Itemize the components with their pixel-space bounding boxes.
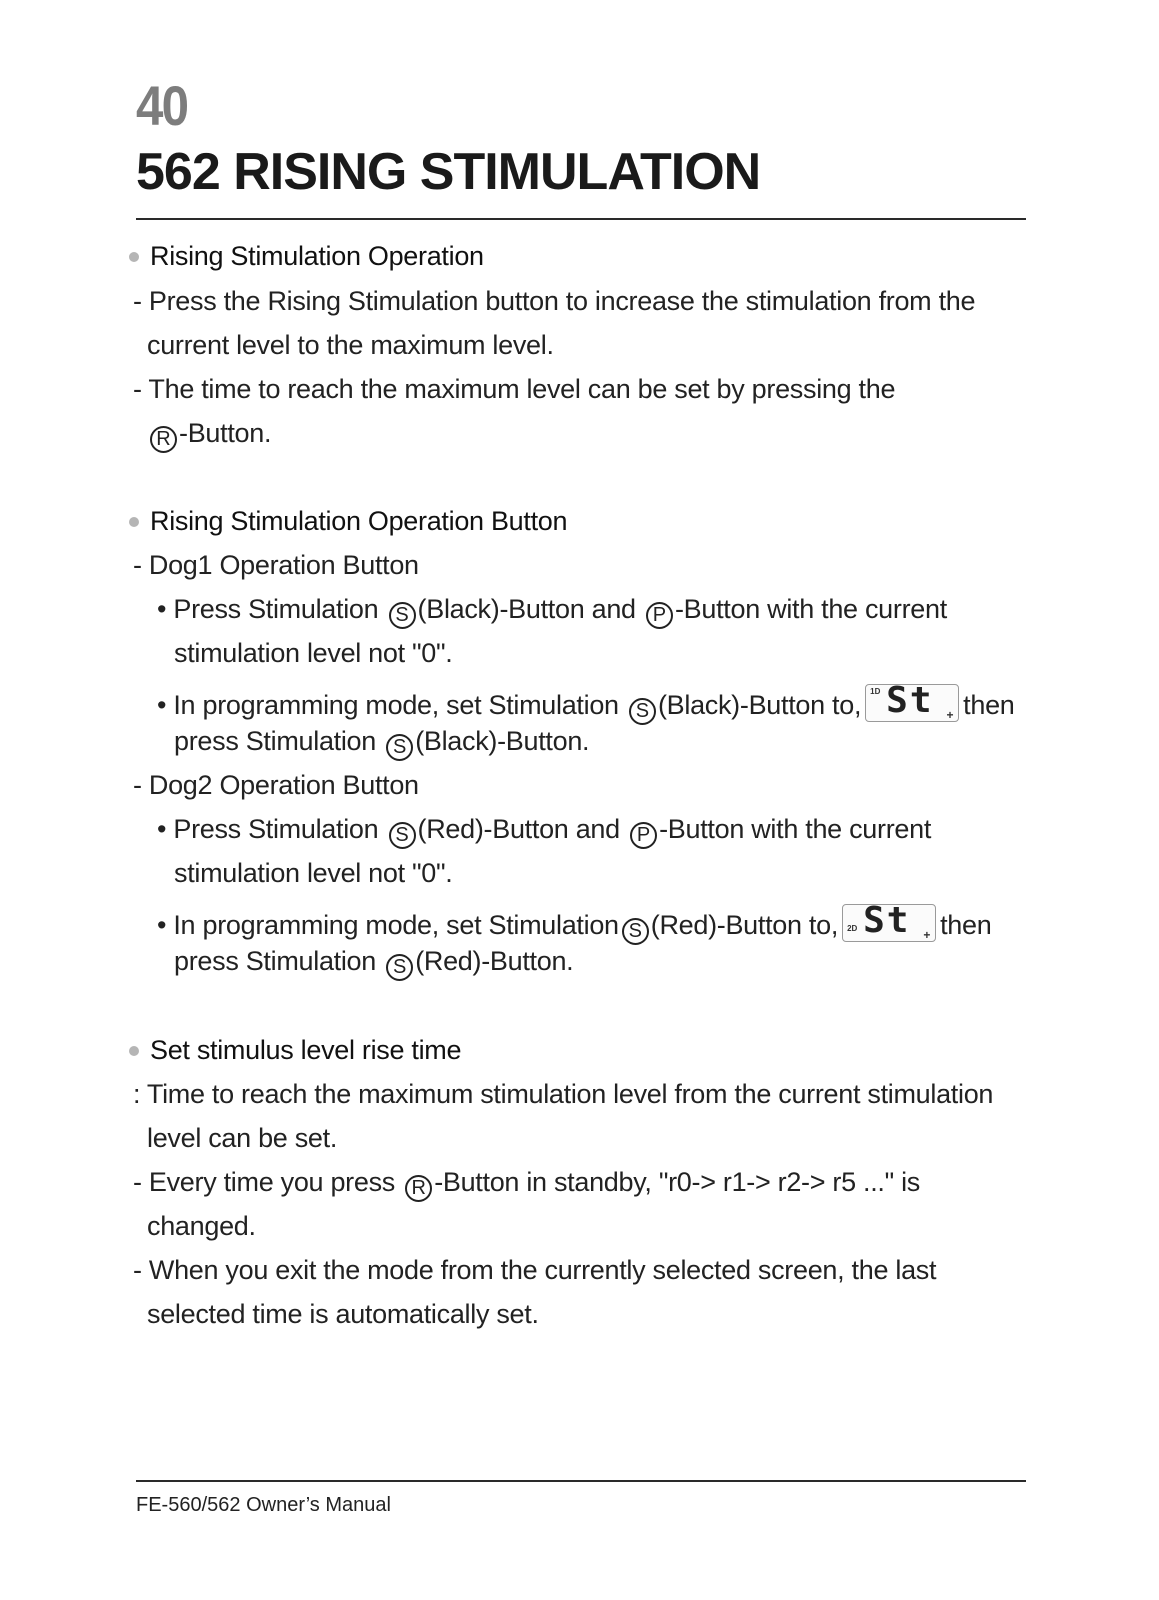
section-heading-rise-time: Set stimulus level rise time [150,1035,462,1065]
lcd-plus: + [923,928,931,942]
footer-manual-title: FE-560/562 Owner’s Manual [136,1494,391,1516]
title-divider [136,218,1026,220]
text-line [147,420,271,453]
text-line: stimulation level not "0". [174,638,453,668]
text-fragment: (Red)-Button and [417,814,620,844]
lcd-st-text: St [886,680,934,721]
text-fragment: • In programming mode, set Stimulation [157,690,619,720]
text-fragment: press Stimulation [174,946,376,976]
text-line: changed. [147,1211,256,1241]
text-fragment: (Black)-Button and [417,594,636,624]
section-bullet-icon [129,517,139,527]
section-heading-rising-operation: Rising Stimulation Operation [150,241,484,271]
p-button-icon: P [630,822,657,849]
text-fragment: • In programming mode, set Stimulation [157,910,619,940]
section-heading-operation-button: Rising Stimulation Operation Button [150,506,568,536]
text-fragment: -Button with the current [674,594,947,624]
text-fragment: then [940,910,992,940]
r-button-icon: R [150,426,177,453]
lcd-dog-tag: 2D [847,924,858,933]
r-button-icon: R [405,1175,432,1202]
text-fragment: - Every time you press [133,1167,395,1197]
text-fragment: • Press Stimulation [157,594,379,624]
s-button-icon: S [629,698,656,725]
lcd-plus: + [946,708,954,722]
s-button-icon: S [386,954,413,981]
text-line: selected time is automatically set. [147,1299,539,1329]
text-line [157,680,1015,725]
text-fragment: -Button in standby, "r0-> r1-> r2-> r5 ..." is [434,1167,921,1197]
lcd-display-dog1-icon [865,680,959,722]
p-button-icon: P [646,602,673,629]
text-line: current level to the maximum level. [147,330,554,360]
lcd-dog-tag: 1D [870,687,881,696]
text-line [174,948,573,981]
s-button-icon: S [622,918,649,945]
page-number: 40 [136,74,188,137]
s-button-icon: S [389,822,416,849]
text-line: - The time to reach the maximum level can be set by pressing the [133,374,896,404]
lcd-display-dog2-icon [842,900,936,942]
text-fragment: then [963,690,1015,720]
text-line: - Press the Rising Stimulation button to increase the stimulation from the [133,286,976,316]
dog2-label: - Dog2 Operation Button [133,770,419,800]
text-fragment: -Button. [179,418,272,448]
text-fragment: (Black)-Button. [415,726,590,756]
text-line: : Time to reach the maximum stimulation level from the current stimulation [133,1079,994,1109]
text-fragment: (Black)-Button to, [657,690,862,720]
section-bullet-icon [129,1046,139,1056]
text-line: level can be set. [147,1123,338,1153]
text-fragment: press Stimulation [174,726,376,756]
text-fragment: -Button with the current [659,814,932,844]
text-line [157,900,992,945]
text-line [157,816,931,849]
lcd-st-text: St [863,900,911,941]
text-fragment: • Press Stimulation [157,814,379,844]
s-button-icon: S [386,734,413,761]
text-line [174,728,589,761]
text-fragment: (Red)-Button. [415,946,574,976]
section-bullet-icon [129,252,139,262]
footer-divider [136,1480,1026,1482]
text-fragment: (Red)-Button to, [650,910,839,940]
s-button-icon: S [389,602,416,629]
dog1-label: - Dog1 Operation Button [133,550,419,580]
text-line [133,1169,920,1202]
text-line: - When you exit the mode from the currently selected screen, the last [133,1255,937,1285]
page-title: 562 RISING STIMULATION [136,143,761,201]
text-line [157,596,947,629]
text-line: stimulation level not "0". [174,858,453,888]
